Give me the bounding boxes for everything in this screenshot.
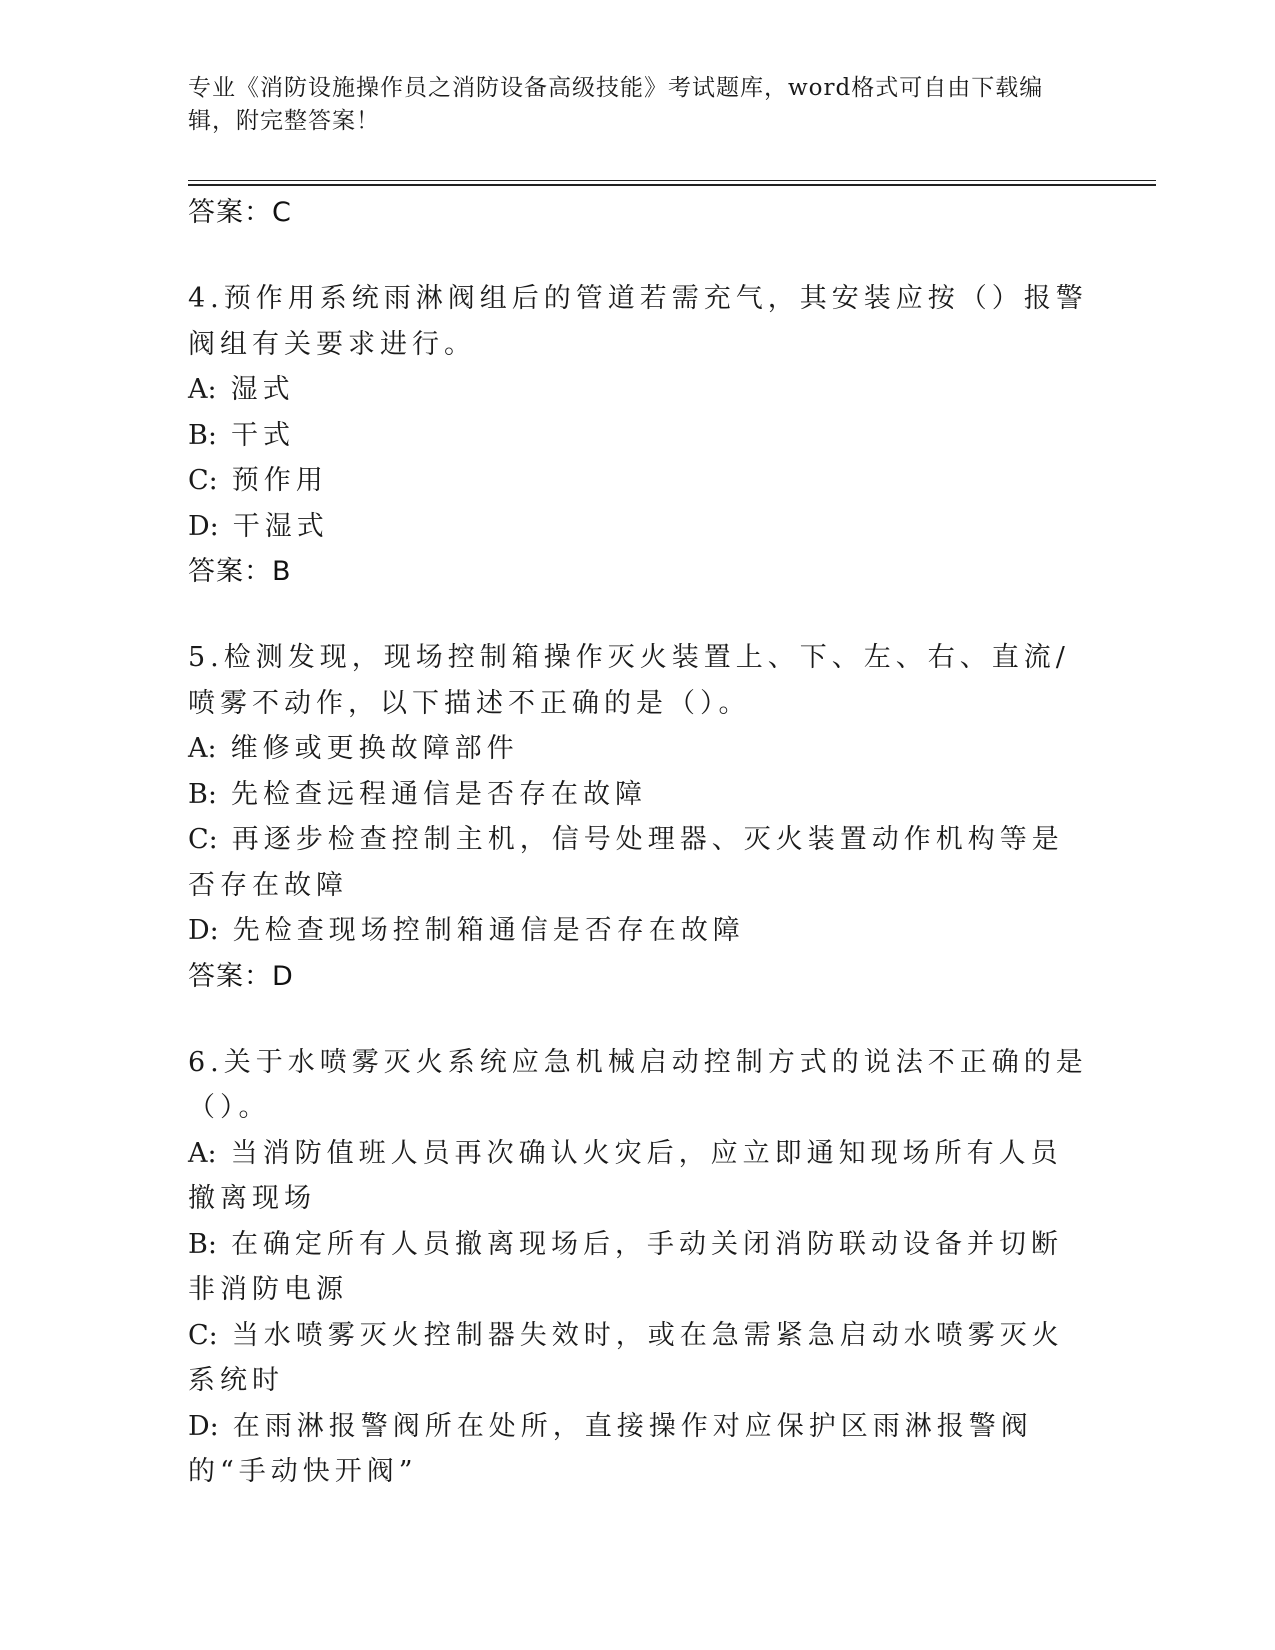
option-line [188, 1313, 1088, 1404]
question-block [188, 635, 1088, 1000]
option-line [188, 726, 1088, 772]
option-letter: D: [188, 915, 219, 946]
option-text: 湿式 [230, 374, 295, 405]
option-line [188, 1222, 1088, 1313]
question-text: 6.关于水喷雾灭火系统应急机械启动控制方式的说法不正确的是（）。 [188, 1046, 1088, 1123]
option-text: 当消防值班人员再次确认火灾后，应立即通知现场所有人员撤离现场 [188, 1137, 1063, 1214]
option-line [188, 367, 1088, 413]
option-text: 再逐步检查控制主机，信号处理器、灭火装置动作机构等是否存在故障 [188, 824, 1064, 901]
answer-line: 答案：B [188, 556, 292, 587]
option-letter: D: [188, 510, 219, 542]
option-letter: C: [188, 465, 218, 496]
option-letter: A: [188, 733, 217, 764]
option-line [188, 504, 1088, 550]
question-block [188, 276, 1088, 595]
option-text: 先检查远程通信是否存在故障 [230, 778, 647, 810]
option-line [188, 817, 1088, 908]
option-line [188, 772, 1088, 818]
option-line [188, 908, 1088, 954]
option-line [188, 1404, 1088, 1495]
option-line [188, 458, 1088, 504]
option-line [188, 413, 1088, 459]
option-letter: B: [188, 778, 217, 810]
header-divider-thin [188, 180, 1156, 181]
option-letter: B: [188, 419, 217, 451]
option-text: 预作用 [231, 465, 328, 496]
option-text: 维修或更换故障部件 [230, 733, 519, 764]
question-text: 5.检测发现，现场控制箱操作灭火装置上、下、左、右、直流/喷雾不动作，以下描述不正确的是（）。 [188, 642, 1070, 719]
option-letter: C: [188, 1319, 218, 1351]
option-letter: A: [188, 374, 217, 405]
option-letter: D: [188, 1410, 219, 1442]
option-text: 在确定所有人员撤离现场后，手动关闭消防联动设备并切断非消防电源 [188, 1228, 1063, 1305]
question-text: 4.预作用系统雨淋阀组后的管道若需充气，其安装应按（）报警阀组有关要求进行。 [188, 283, 1088, 360]
option-letter: B: [188, 1228, 217, 1260]
document-header: 专业《消防设施操作员之消防设备高级技能》考试题库，word格式可自由下载编辑，附完整答案！ [188, 75, 1044, 134]
option-letter: C: [188, 824, 218, 855]
option-line [188, 1131, 1088, 1222]
option-text: 干式 [230, 419, 295, 451]
document-body [188, 190, 1088, 1535]
answer-line: 答案：D [188, 960, 294, 992]
option-letter: A: [188, 1137, 217, 1169]
option-text: 在雨淋报警阀所在处所，直接操作对应保护区雨淋报警阀的“手动快开阀” [188, 1410, 1033, 1487]
header-divider-thick [188, 184, 1156, 186]
option-text: 干湿式 [232, 510, 329, 542]
option-text: 当水喷雾灭火控制器失效时，或在急需紧急启动水喷雾灭火系统时 [188, 1319, 1064, 1396]
question-block [188, 1040, 1088, 1495]
answer-line: 答案：C [188, 197, 292, 228]
option-text: 先检查现场控制箱通信是否存在故障 [232, 915, 745, 946]
